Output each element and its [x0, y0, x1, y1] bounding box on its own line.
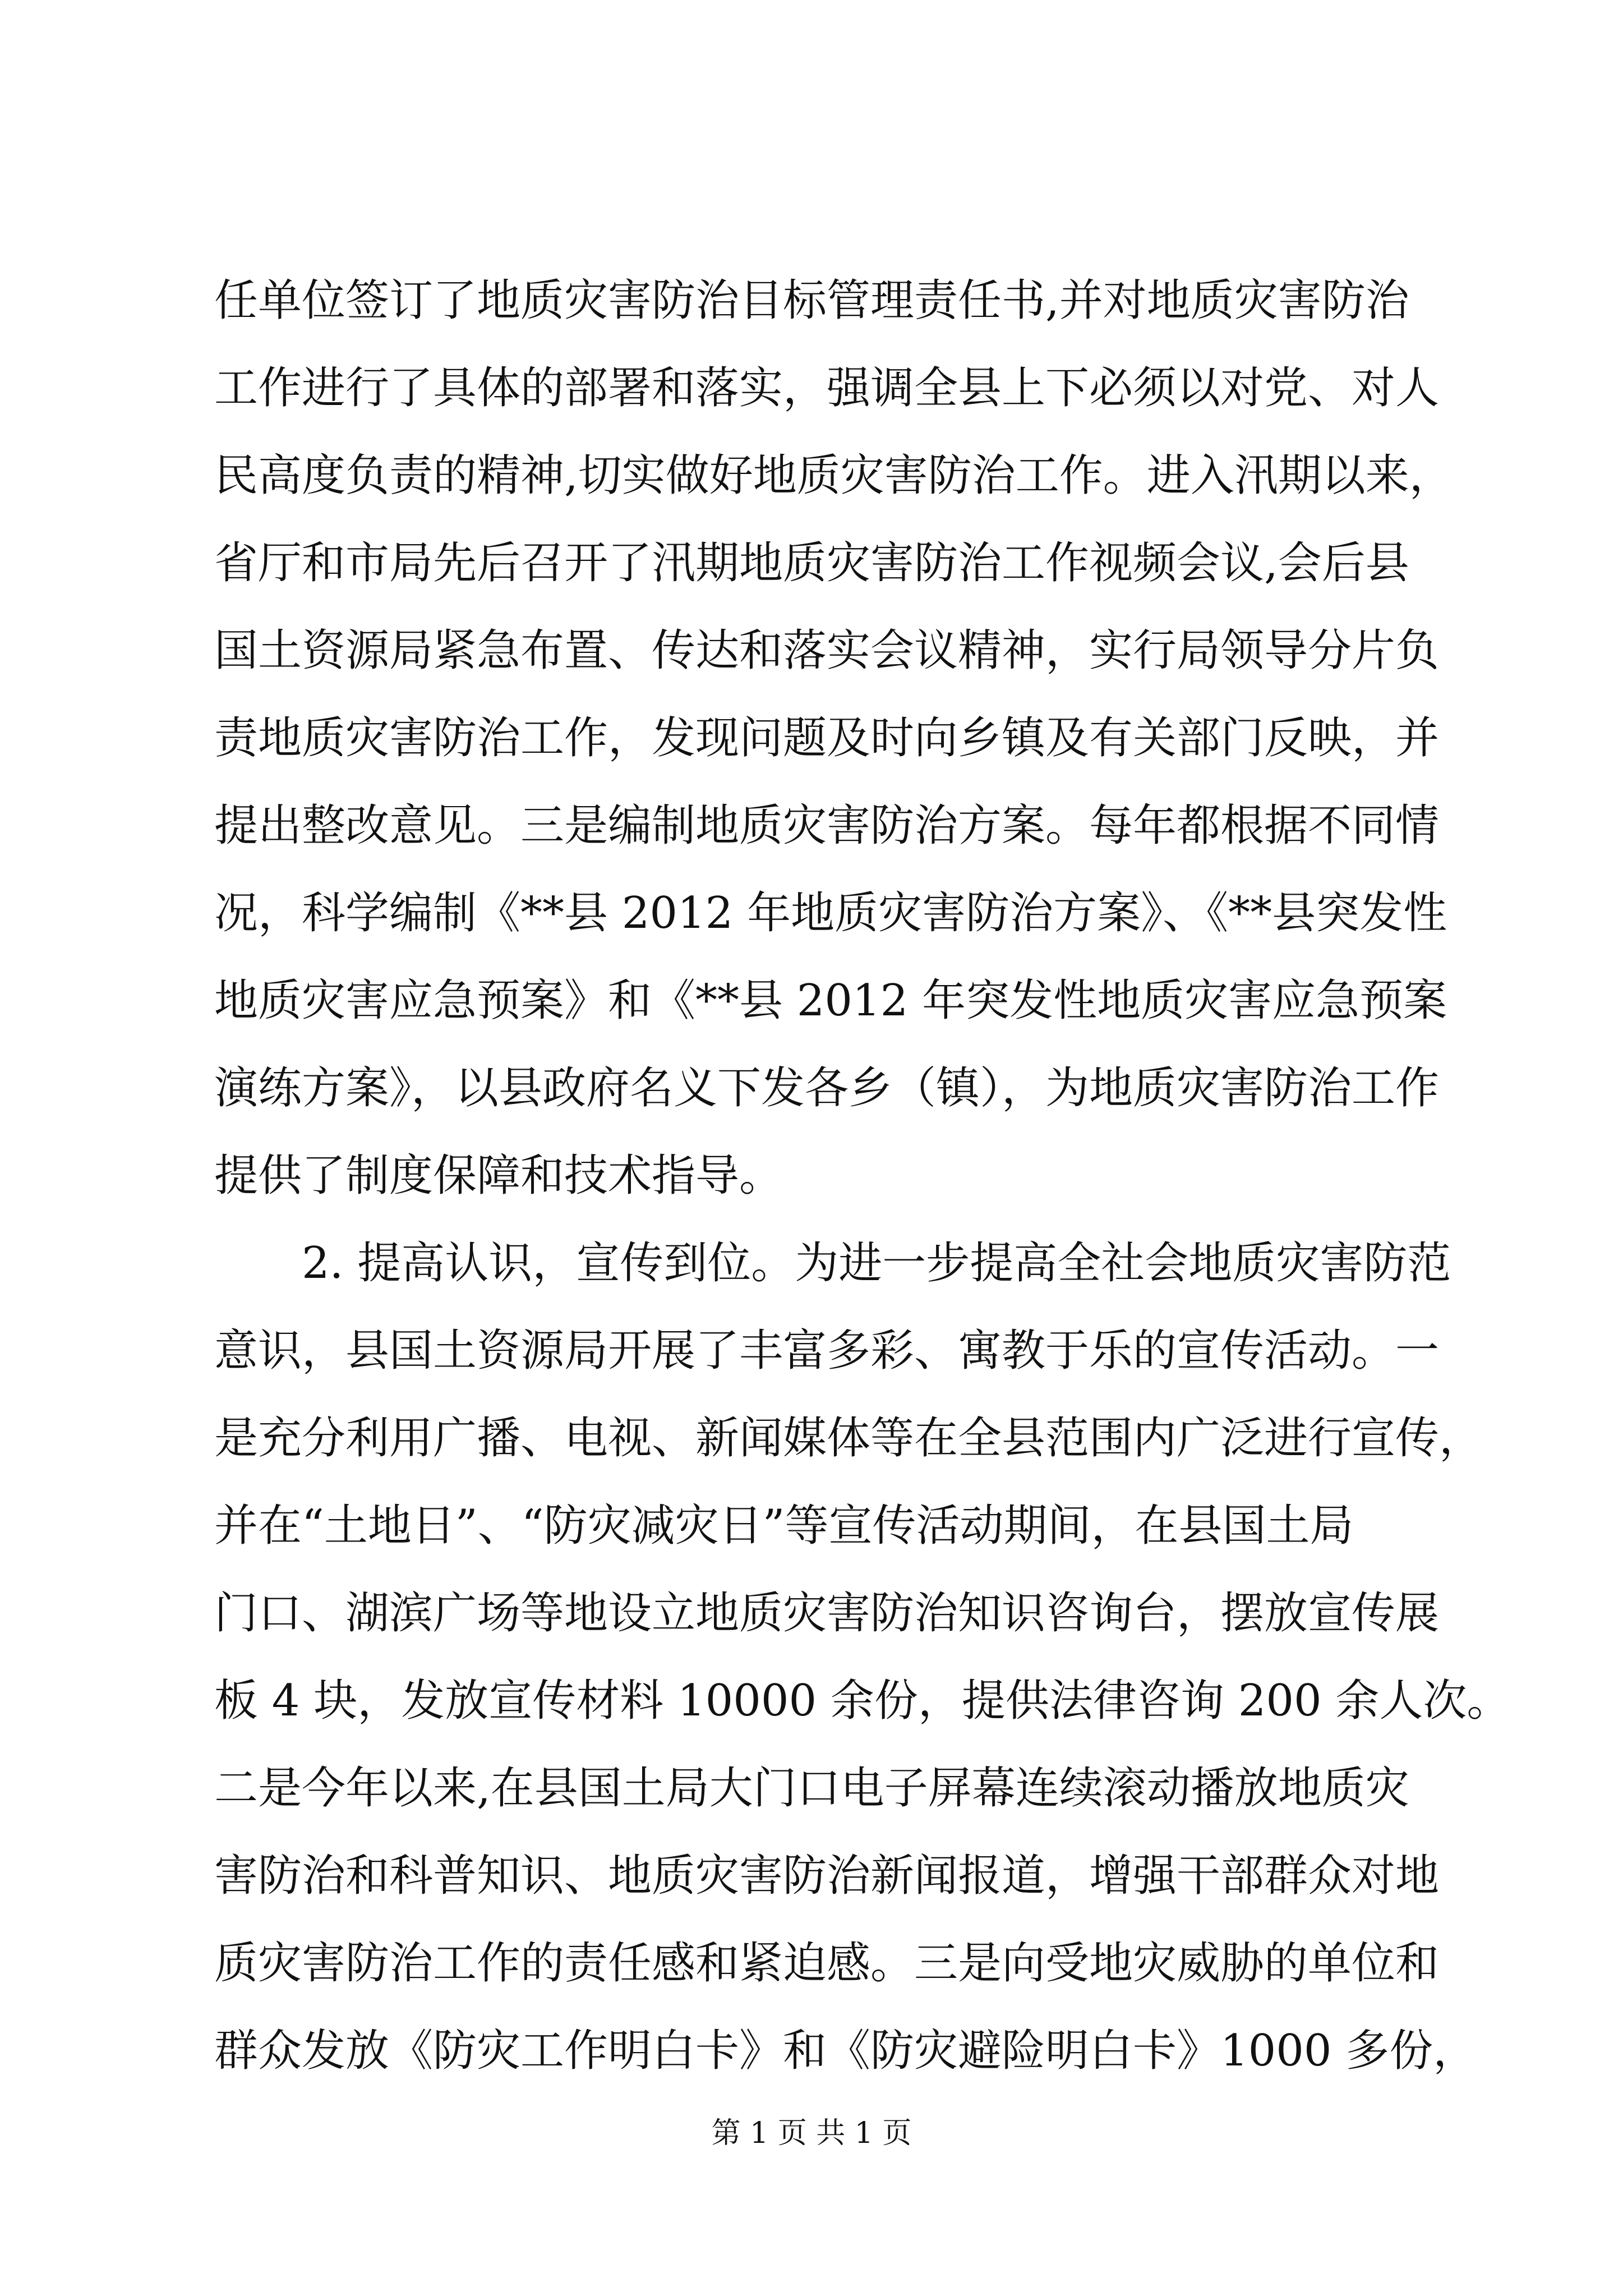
text-line: 意识，县国土资源局开展了丰富多彩、寓教于乐的宣传活动。一 — [214, 1326, 1440, 1376]
text-line: 提供了制度保障和技术指导。 — [214, 1151, 783, 1201]
page-footer: 第 1 页 共 1 页 — [711, 2116, 912, 2150]
text-line: 二是今年以来,在县国土局大门口电子屏幕连续滚动播放地质灾 — [214, 1763, 1409, 1814]
text-line: 工作进行了具体的部署和落实，强调全县上下必须以对党、对人 — [214, 363, 1440, 413]
text-line: 民高度负责的精神,切实做好地质灾害防治工作。进入汛期以来， — [214, 450, 1453, 501]
document-body — [214, 257, 1511, 2095]
text-line: 地质灾害应急预案》和《**县 2012 年突发性地质灾害应急预案 — [214, 976, 1447, 1026]
text-line: 害防治和科普知识、地质灾害防治新闻报道，增强干部群众对地 — [214, 1851, 1440, 1901]
paragraph-start-line: 2. 提高认识，宣传到位。为进一步提高全社会地质灾害防范 — [302, 1238, 1451, 1289]
text-line: 质灾害防治工作的责任感和紧迫感。三是向受地灾威胁的单位和 — [214, 1938, 1440, 1989]
text-line: 提出整改意见。三是编制地质灾害防治方案。每年都根据不同情 — [214, 800, 1440, 851]
text-line: 并在“土地日”、“防灾减灾日”等宣传活动期间，在县国土局 — [214, 1501, 1354, 1551]
text-line: 群众发放《防灾工作明白卡》和《防灾避险明白卡》1000 多份， — [214, 2026, 1477, 2076]
text-line: 国土资源局紧急布置、传达和落实会议精神，实行局领导分片负 — [214, 625, 1440, 676]
text-line: 责地质灾害防治工作，发现问题及时向乡镇及有关部门反映，并 — [214, 713, 1440, 763]
text-line: 况，科学编制《**县 2012 年地质灾害防治方案》、《**县突发性 — [214, 888, 1447, 938]
text-line: 任单位签订了地质灾害防治目标管理责任书,并对地质灾害防治 — [214, 275, 1409, 326]
text-line: 演练方案》，以县政府名义下发各乡（镇），为地质灾害防治工作 — [214, 1063, 1440, 1114]
text-line: 省厅和市局先后召开了汛期地质灾害防治工作视频会议,会后县 — [214, 538, 1409, 588]
text-line: 是充分利用广播、电视、新闻媒体等在全县范围内广泛进行宣传， — [214, 1413, 1483, 1464]
text-line: 门口、湖滨广场等地设立地质灾害防治知识咨询台，摆放宣传展 — [214, 1588, 1440, 1639]
text-line: 板 4 块，发放宣传材料 10000 余份，提供法律咨询 200 余人次。 — [214, 1676, 1511, 1726]
